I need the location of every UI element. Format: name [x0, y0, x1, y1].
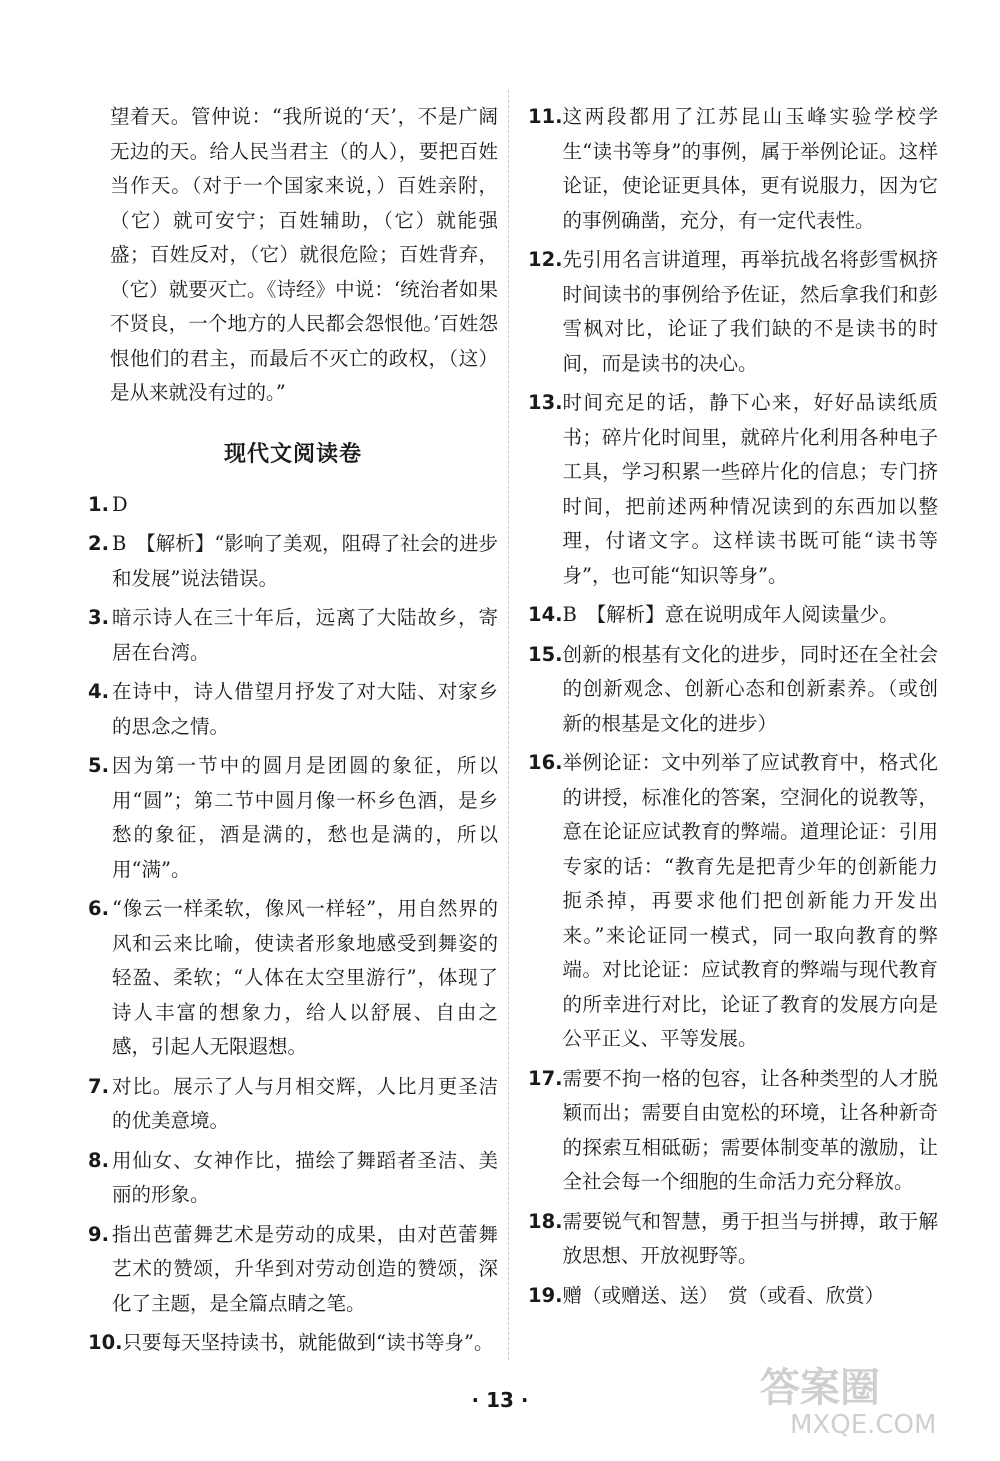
answer-number: 14.: [528, 603, 563, 626]
answer-text: B 【解析】意在说明成年人阅读量少。: [562, 603, 899, 626]
answer-item: [88, 749, 498, 887]
answer-item: [88, 1218, 498, 1322]
answer-number: 9.: [88, 1222, 109, 1246]
watermark-logo: [750, 1353, 970, 1443]
answer-text: 用仙女、女神作比，描绘了舞蹈者圣洁、美丽的形象。: [112, 1148, 498, 1206]
answer-number: 6.: [88, 897, 109, 920]
answer-text: 指出芭蕾舞艺术是劳动的成果，由对芭蕾舞艺术的赞颂，升华到对劳动创造的赞颂，深化了主题，是全篇点睛之笔。: [112, 1222, 498, 1315]
answer-number: 11.: [528, 105, 563, 128]
answer-item: [88, 1070, 498, 1139]
answer-number: 15.: [528, 642, 563, 666]
left-column: [88, 100, 498, 1366]
classical-translation-continuation: 望着天。管仲说：“我所说的‘天’，不是广阔无边的天。给人民当君主（的人），要把百姓当作天。（对于一个国家来说，）百姓亲附，（它）就可安宁；百姓辅助，（它）就能强盛；百姓反对，（它）就很危险；百姓背弃，（它）就要灭亡。《诗经》中说：‘统治者如果不贤良，一个地方的人民都会怨恨他。’百姓怨恨他们的君主，而最后不灭亡的政权，（这）是从来就没有过的。”: [110, 105, 498, 404]
answer-item: [88, 488, 498, 523]
left-answer-list: [88, 488, 498, 1361]
answer-number: 3.: [88, 606, 109, 629]
answer-item: [88, 601, 498, 670]
answer-text: B 【解析】“影响了美观，阻碍了社会的进步和发展”说法错误。: [112, 532, 498, 590]
answer-text: 在诗中，诗人借望月抒发了对大陆、对家乡的思念之情。: [112, 680, 498, 738]
answer-text: 需要不拘一格的包容，让各种类型的人才脱颖而出；需要自由宽松的环境，让各种新奇的探索互相砥砺；需要体制变革的激励，让全社会每一个细胞的生命活力充分释放。: [562, 1066, 938, 1193]
answer-number: 10.: [88, 1331, 123, 1354]
answer-text: D: [112, 492, 128, 516]
answer-number: 5.: [88, 754, 109, 777]
answer-number: 7.: [88, 1074, 109, 1098]
answer-item: [528, 386, 938, 593]
answer-item: [528, 1205, 938, 1274]
answer-number: 18.: [528, 1209, 563, 1233]
answer-text: 这两段都用了江苏昆山玉峰实验学校学生“读书等身”的事例，属于举例论证。这样论证，使论证更具体，更有说服力，因为它的事例确凿，充分，有一定代表性。: [562, 105, 938, 232]
answer-text: 创新的根基有文化的进步，同时还在全社会的创新观念、创新心态和创新素养。（或创新的根基是文化的进步）: [562, 642, 938, 735]
answer-item: [528, 638, 938, 742]
page-number: · 13 ·: [471, 1388, 529, 1412]
answer-number: 12.: [528, 248, 563, 271]
answer-number: 19.: [528, 1283, 563, 1307]
answer-item: [88, 892, 498, 1065]
answer-text: 先引用名言讲道理，再举抗战名将彭雪枫挤时间读书的事例给予佐证，然后拿我们和彭雪枫对比，论证了我们缺的不是读书的时间，而是读书的决心。: [562, 248, 938, 375]
answer-text: 因为第一节中的圆月是团圆的象征，所以用“圆”；第二节中圆月像一杯乡色酒，是乡愁的象征，酒是满的，愁也是满的，所以用“满”。: [112, 754, 498, 881]
answer-item: [528, 598, 938, 633]
answer-number: 4.: [88, 680, 109, 703]
answer-number: 8.: [88, 1148, 109, 1172]
answer-number: 1.: [88, 492, 109, 516]
answer-item: [88, 1326, 498, 1361]
answer-number: 2.: [88, 532, 109, 555]
watermark-brand: 答案圈: [760, 1365, 880, 1411]
answer-text: 举例论证：文中列举了应试教育中，格式化的讲授，标准化的答案，空洞化的说教等，意在论证应试教育的弊端。道理论证：引用专家的话：“教育先是把青少年的创新能力扼杀掉，再要求他们把创新能力开发出来。”来论证同一模式，同一取向教育的弊端。对比论证：应试教育的弊端与现代教育的所幸进行对比，论证了教育的发展方向是公平正义、平等发展。: [562, 751, 938, 1050]
answer-number: 17.: [528, 1066, 563, 1090]
answer-text: 对比。展示了人与月相交辉，人比月更圣洁的优美意境。: [112, 1074, 498, 1132]
answer-text: 时间充足的话，静下心来，好好品读纸质书；碎片化时间里，就碎片化利用各种电子工具，学习积累一些碎片化的信息；专门挤时间，把前述两种情况读到的东西加以整理，付诸文字。这样读书既可能“读书等身”，也可能“知识等身”。: [562, 391, 938, 587]
answer-item: [528, 746, 938, 1057]
answer-number: 16.: [528, 751, 563, 774]
answer-text: “像云一样柔软，像风一样轻”，用自然界的风和云来比喻，使读者形象地感受到舞姿的轻盈、柔软；“人体在太空里游行”，体现了诗人丰富的想象力，给人以舒展、自由之感，引起人无限遐想。: [112, 897, 498, 1058]
answer-text: 需要锐气和智慧，勇于担当与拼搏，敢于解放思想、开放视野等。: [562, 1209, 938, 1267]
answer-item: [88, 527, 498, 596]
answer-item: [88, 1144, 498, 1213]
watermark-url: MXQE.COM: [790, 1410, 937, 1440]
answer-item: [88, 675, 498, 744]
right-answer-list: [528, 100, 938, 1313]
answer-text: 赠（或赠送、送） 赏（或看、欣赏）: [562, 1283, 885, 1307]
answer-item: [528, 100, 938, 238]
answer-item: [528, 243, 938, 381]
answer-number: 13.: [528, 391, 563, 414]
section-title: 现代文阅读卷: [223, 441, 362, 467]
answer-item: [528, 1062, 938, 1200]
answer-text: 暗示诗人在三十年后，远离了大陆故乡，寄居在台湾。: [112, 606, 498, 664]
answer-text: 只要每天坚持读书，就能做到“读书等身”。: [122, 1331, 494, 1354]
column-divider: [508, 90, 509, 1360]
answer-item: [528, 1279, 938, 1314]
right-column: [528, 100, 938, 1318]
